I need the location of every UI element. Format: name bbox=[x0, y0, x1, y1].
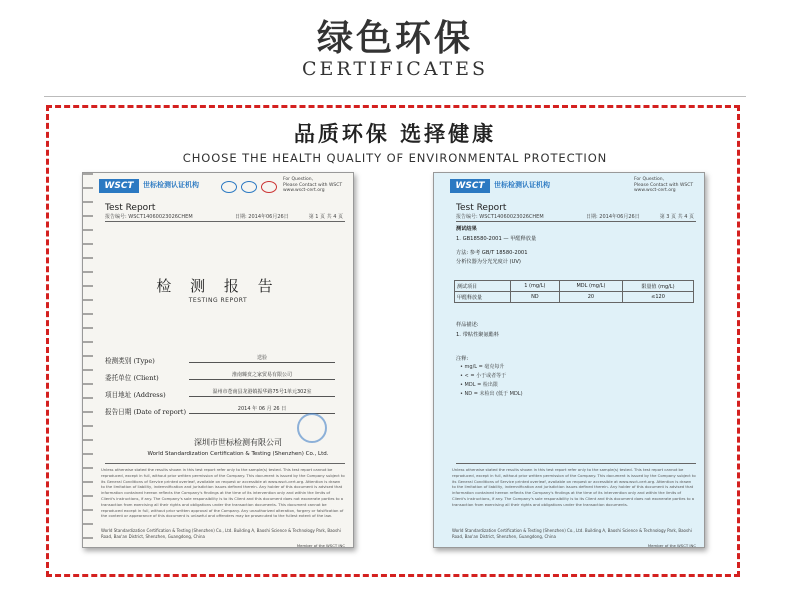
lab-address: World Standardization Certification & Testing (Shenzhen) Co., Ltd. Building A, Baoshi Science & Technology Park, Baoshi Road, Bao'an District, Shenzhen, Guangdong, China bbox=[101, 528, 341, 539]
wsct-logo: WSCT bbox=[99, 179, 139, 193]
member-line: Member of the WSCT INC bbox=[647, 543, 696, 548]
report-date: 日期: 2014年06月26日 bbox=[235, 214, 289, 220]
field-value-client: 淮南臻贲之家贸易有限公司 bbox=[189, 372, 335, 380]
note-item: • MDL = 检出限 bbox=[460, 382, 498, 388]
table-cell: 甲醛释放量 bbox=[455, 292, 511, 303]
field-label-address: 项目地址 (Address) bbox=[105, 391, 166, 399]
table-header-cell: 1 (mg/L) bbox=[510, 281, 559, 292]
notes-heading: 注释: bbox=[456, 356, 469, 362]
table-header-cell: 限量值 (mg/L) bbox=[623, 281, 694, 292]
table-header-row bbox=[455, 281, 694, 292]
table-cell: ≤120 bbox=[623, 292, 694, 303]
accreditation-marks-icon bbox=[221, 179, 281, 197]
testing-report-subtitle: TESTING REPORT bbox=[188, 297, 248, 304]
organization-name-en: World Standardization Certification & Testing (Shenzhen) Co., Ltd. bbox=[147, 451, 329, 457]
report-number: 报告编号: WSCT14060023026CHEM bbox=[456, 214, 544, 220]
test-method: 方法: 参考 GB/T 18580-2001 bbox=[456, 250, 528, 256]
note-item: • ND = 未检出 (低于 MDL) bbox=[460, 391, 523, 397]
table-cell: 20 bbox=[559, 292, 622, 303]
wsct-logo-zh: 世标检测认证机构 bbox=[143, 181, 199, 189]
table-row bbox=[455, 292, 694, 303]
table-cell: ND bbox=[510, 292, 559, 303]
report-number: 报告编号: WSCT14060023026CHEM bbox=[105, 214, 193, 220]
contact-info: For Question, Please Contact with WSCT www.wsct-cert.org bbox=[634, 177, 694, 193]
field-value-type: 送验 bbox=[189, 355, 335, 363]
table-header-cell: MDL (mg/L) bbox=[559, 281, 622, 292]
testing-report-title: 检 测 报 告 bbox=[156, 277, 280, 295]
results-table bbox=[454, 280, 694, 303]
disclaimer-text: Unless otherwise stated the results shown in this test report refer only to the sample(s) tested. This test report cannot be reproduced, except in full, without prior written permission of the Company. This document is issued by the Company subject to its General Conditions of Service printed overleaf, available on request or accessible at www.wsct-cert.org. Attention is drawn to the limitation of liability, indemnification and jurisdiction issues defined therein. Any holder of this document is advised that information contained hereon reflects the Company's findings at the time of its intervention only and within the limits of Client's instructions, if any. The Company's sole responsibility is to its Client and this document does not exonerate parties to a transaction from exercising all their rights and obligations under the transaction documents. This document cannot be reproduced except in full, without prior written approval of the Company. Any unauthorized alteration, forgery or falsification of the content or appearance of this document is unlawful and offenders may be prosecuted to the fullest extent of the law. bbox=[101, 467, 345, 519]
wsct-logo: WSCT bbox=[450, 179, 490, 193]
accreditation-mark-icon bbox=[261, 181, 277, 193]
spiral-binding bbox=[83, 173, 93, 547]
accreditation-mark-icon bbox=[241, 181, 257, 193]
divider bbox=[456, 221, 696, 222]
contact-info: For Question, Please Contact with WSCT www.wsct-cert.org bbox=[283, 177, 343, 193]
report-title: Test Report bbox=[456, 203, 507, 213]
table-header-cell: 测试项目 bbox=[455, 281, 511, 292]
header-divider bbox=[44, 96, 746, 97]
report-date: 日期: 2014年06月26日 bbox=[586, 214, 640, 220]
note-item: • mg/L = 毫克每升 bbox=[460, 364, 505, 370]
test-instrument: 分析仪器为分光光度计 (UV) bbox=[456, 259, 521, 265]
test-item: 1. GB18580-2001 — 甲醛释放量 bbox=[456, 236, 537, 242]
page-title-zh: 绿色环保 bbox=[316, 18, 473, 59]
divider bbox=[456, 463, 696, 464]
lab-address: World Standardization Certification & Testing (Shenzhen) Co., Ltd. Building A, Baoshi Science & Technology Park, Baoshi Road, Bao'an District, Shenzhen, Guangdong, China bbox=[452, 528, 692, 539]
field-label-client: 委托单位 (Client) bbox=[105, 374, 159, 382]
note-item: • < = 小于或者等于 bbox=[460, 373, 507, 379]
field-value-address: 温州市苍南县龙港镇振华路75号1单元302室 bbox=[189, 389, 335, 397]
accreditation-mark-icon bbox=[221, 181, 237, 193]
page-number: 第 1 页 共 4 页 bbox=[308, 214, 343, 220]
member-line: Member of the WSCT INC bbox=[296, 543, 345, 548]
field-label-type: 检测类别 (Type) bbox=[105, 357, 155, 365]
divider bbox=[105, 463, 345, 464]
field-label-date: 报告日期 (Date of report) bbox=[105, 408, 187, 416]
result-heading: 测试结果 bbox=[456, 226, 477, 232]
page-title-en: CERTIFICATES bbox=[301, 58, 489, 80]
organization-name-zh: 深圳市世标检测有限公司 bbox=[194, 438, 282, 447]
page-number: 第 3 页 共 4 页 bbox=[659, 214, 694, 220]
certificate-cover-page[interactable] bbox=[82, 172, 354, 548]
section-title-en: CHOOSE THE HEALTH QUALITY OF ENVIRONMENTAL PROTECTION bbox=[182, 151, 608, 165]
disclaimer-text: Unless otherwise stated the results shown in this test report refer only to the sample(s) tested. This test report cannot be reproduced, except in full, without prior written permission of the Company. This document is issued by the Company subject to its General Conditions of Service printed overleaf, available on request or accessible at www.wsct-cert.org. Attention is drawn to the limitation of liability, indemnification and jurisdiction issues defined therein. Any holder of this document is advised that information contained hereon reflects the Company's findings at the time of its intervention only and within the limits of Client's instructions, if any. The Company's sole responsibility is to its Client and this document does not exonerate parties to a transaction from exercising all their rights and obligations under the transaction documents. bbox=[452, 467, 696, 507]
wsct-logo-zh: 世标检测认证机构 bbox=[494, 181, 550, 189]
divider bbox=[105, 221, 345, 222]
sample-heading: 样品描述: bbox=[456, 322, 479, 328]
report-title: Test Report bbox=[105, 203, 156, 213]
sample-description: 1. 带粘性聚氨酯料 bbox=[456, 332, 499, 338]
field-value-date: 2014 年 06 月 26 日 bbox=[189, 406, 335, 414]
section-title-zh: 品质环保 选择健康 bbox=[293, 122, 497, 146]
certificate-results-page[interactable] bbox=[433, 172, 705, 548]
